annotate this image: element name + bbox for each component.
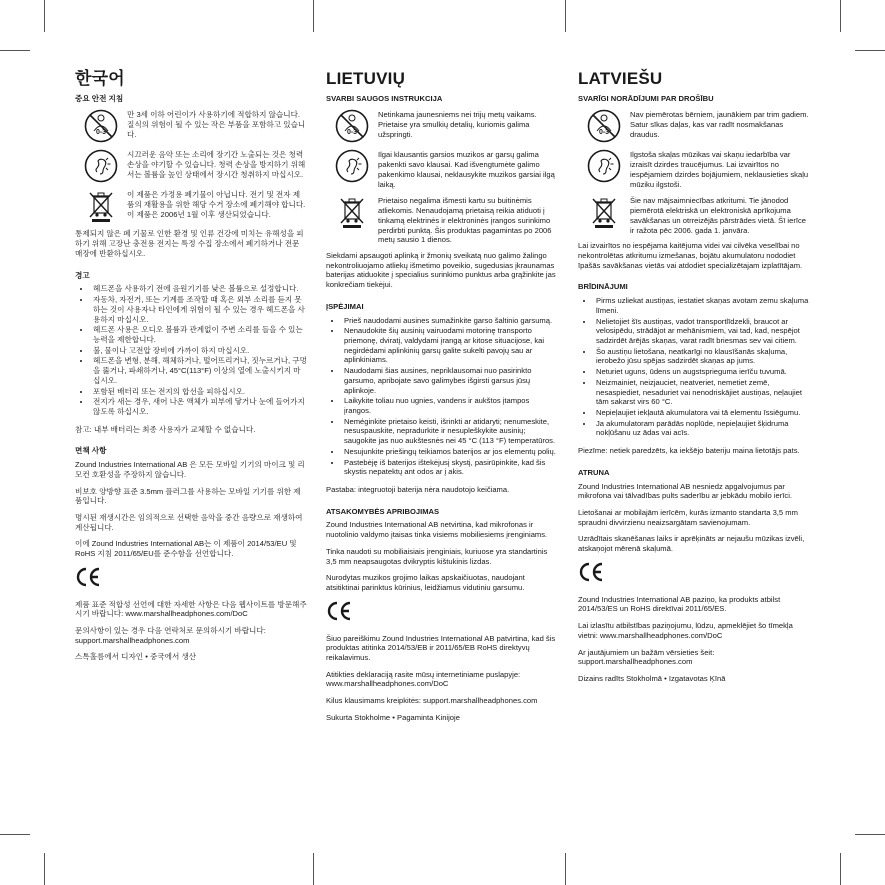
battery-paragraph: Siekdami apsaugoti aplinką ir žmonių sveikatą nuo galimo žalingo nekontroliuojamo atliekų išmetimo poveikio, sugedusias įkraunamas baterijas atiduokite į specialius surinkimo punktus arba grąžinkite jas konkrečiam tiekėjui. bbox=[326, 250, 556, 290]
note-text: Pastaba: integruotoji baterija nėra naudotojo keičiama. bbox=[326, 485, 510, 495]
weee-text: 이 제품은 가정용 폐기물이 아닙니다. 전기 및 전자 제품의 재활용을 위한 해당 수거 장소에 폐기해야 합니다. 이 제품은 2006년 1월 이후 생산되었습니다. bbox=[127, 190, 306, 219]
disclaimer-paragraph: Lietošanai ar mobilajām ierīcēm, kurās izmanto standarta 3,5 mm spraudni divvirzienu neaizsargātam savienojumam. bbox=[578, 508, 798, 527]
list-item: • Nesujunkite priešingų teikiamos baterijos ar jos elementų polių. bbox=[342, 447, 558, 457]
section-subtitle: SVARĪGI NORĀDĪJUMI PAR DROŠĪBU bbox=[578, 93, 714, 103]
hearing-warning-text: Ilgai klausantis garsios muzikos ar garsų galima pakenkti savo klausai. Kad išvengtumėte galimo pakenkimo klausai, neklausykite muzikos garsiai ilgą laiką. bbox=[378, 150, 555, 189]
crop-mark bbox=[855, 834, 885, 835]
warning-heading: 경고 bbox=[75, 270, 90, 280]
list-item: • Neméginkite prietaiso keisti, išrinkti ar atidaryti; nenumeskite, nesuspauskite, nepradurkite ir nesupleškykite ausinių; saugokite jas nuo aukštesnės nei 45 °C (113 °F) temperatūros. bbox=[342, 417, 558, 446]
list-item: • Nenaudokite šių ausinių vairuodami motorinę transporto priemonę, dviratį, valdydami įrangą ar kitose situacijose, kai negirdėdami aplinkinių garsų galite sukelti pavojų sau ar aplinkiniams. bbox=[342, 326, 558, 365]
crop-mark bbox=[565, 0, 566, 32]
list-item: • 헤드폰을 사용하기 전에 음원기기를 낮은 볼륨으로 설정합니다. bbox=[91, 284, 307, 294]
section-subtitle: 중요 안전 지침 bbox=[75, 93, 124, 103]
note-text: Piezīme: netiek paredzēts, ka iekšējo bateriju maina lietotājs pats. bbox=[578, 446, 800, 456]
weee-text: Šie nav mājsaimniecības atkritumi. Tie jānodod piemērotā elektriskā un elektroniskā aprīkojuma savākšanas un otrreizējās pārstrādes vietā. Šī ierīce ir ražota pēc 2006. gada 1. janvāra. bbox=[630, 196, 807, 235]
column-latvian bbox=[578, 68, 810, 691]
crop-mark bbox=[0, 50, 30, 51]
crossed-bin-icon bbox=[326, 195, 378, 229]
support-paragraph: Kilus klausimams kreipkitės: support.marshallheadphones.com bbox=[326, 696, 538, 706]
doc-paragraph: 제품 표준 적합성 선언에 대한 자세한 사항은 다음 웹사이트를 방문해주시기 바랍니다: www.marshallheadphones.com/DoC bbox=[75, 599, 307, 619]
crop-mark bbox=[840, 853, 841, 885]
section-title: LATVIEŠU bbox=[578, 69, 663, 88]
age-warning-row bbox=[75, 109, 307, 143]
hearing-warning-text: 시끄러운 음악 또는 소리에 장기간 노출되는 것은 청력 손상을 야기할 수 있습니다. 청력 손상을 방지하기 위해서는 볼륨을 높인 상태에서 장시간 청취하지 마십시오. bbox=[127, 150, 306, 179]
ce-mark-icon bbox=[75, 567, 307, 590]
warning-heading: BRĪDINĀJUMI bbox=[578, 282, 628, 292]
crop-mark bbox=[565, 853, 566, 885]
disclaimer-paragraph: Zound Industries International AB 은 모든 모바일 기기의 마이크 및 리모컨 호환성을 주장하지 않습니다. bbox=[75, 460, 305, 479]
crossed-bin-icon bbox=[75, 189, 127, 223]
age-warning-row bbox=[326, 109, 558, 143]
list-item: • Neturiet uguns, ūdens un augstsprieguma ierīču tuvumā. bbox=[594, 367, 810, 377]
hearing-damage-icon bbox=[578, 149, 630, 183]
crop-mark bbox=[0, 834, 30, 835]
disclaimer-paragraph: Zound Industries International AB netvirtina, kad mikrofonas ir nuotolinio valdymo įtaisas tinka visiems mobiliesiems įrenginiams. bbox=[326, 520, 548, 540]
footer-text: 스톡홀름에서 디자인 • 중국에서 생산 bbox=[75, 652, 197, 662]
hearing-warning-row bbox=[75, 149, 307, 183]
list-item: • 자동차, 자전거, 또는 기계를 조작할 때 혹은 외부 소리를 듣지 못하는 것이 사용자나 타인에게 위험이 될 수 있는 경우 헤드폰을 사용하지 마십시오. bbox=[91, 295, 307, 324]
crop-mark bbox=[44, 0, 45, 32]
crop-mark bbox=[313, 853, 314, 885]
list-item: • Naudodami šias ausines, nepriklausomai nuo pasirinkto garsumo, apribojate savo galimybes išgirsti garsus jūsų aplinkoje. bbox=[342, 366, 558, 395]
weee-row bbox=[326, 195, 558, 245]
warning-heading: ĮSPĖJIMAI bbox=[326, 301, 364, 311]
hearing-damage-icon bbox=[326, 149, 378, 183]
weee-text: Prietaiso negalima išmesti kartu su buitinėmis atliekomis. Nenaudojamą prietaisą reikia atiduoti į tinkamą elektrinės ir elektroninės įrangos surinkimo perdirbti punktą. Šis produktas pagamintas po 2006 metų sausio 1 dienos. bbox=[378, 196, 552, 245]
hearing-warning-row bbox=[578, 149, 810, 189]
disclaimer-heading: ATSAKOMYBĖS APRIBOJIMAS bbox=[326, 506, 440, 516]
list-item: • 불, 물이나 고전압 장비에 가까이 하지 마십시오. bbox=[91, 346, 307, 356]
list-item: • Šo austiņu lietošana, neatkarīgi no klausīšanās skaļuma, ierobežo jūsu spējas sadzirdēt skaņas ap jums. bbox=[594, 347, 810, 366]
hearing-damage-icon bbox=[75, 149, 127, 183]
list-item: • 헤드폰을 변형, 분해, 해체하거나, 떨어뜨리거나, 짓누르거나, 구멍을 뚫거나, 파쇄하거나, 45°C(113°F) 이상의 열에 노출시키지 마십시오. bbox=[91, 356, 307, 385]
crop-mark bbox=[840, 0, 841, 32]
column-korean bbox=[75, 68, 307, 669]
crop-mark bbox=[855, 50, 885, 51]
weee-row bbox=[578, 195, 810, 235]
list-item: • Ja akumulatoram parādās noplūde, nepieļaujiet šķidruma nokļūšanu uz ādas vai acīs. bbox=[594, 419, 810, 438]
disclaimer-heading: 면책 사항 bbox=[75, 446, 107, 456]
doc-paragraph: Atitikties deklaraciją rasite mūsų internetiniame puslapyje: www.marshallheadphones.com/DoC bbox=[326, 669, 521, 689]
list-item: • Pirms uzliekat austiņas, iestatiet skaņas avotam zemu skaļuma līmeni. bbox=[594, 296, 810, 315]
warning-list bbox=[578, 296, 810, 438]
hearing-warning-row bbox=[326, 149, 558, 189]
list-item: • Prieš naudodami ausines sumažinkite garso šaltinio garsumą. bbox=[342, 316, 558, 326]
support-paragraph: Ar jautājumiem un bažām vērsieties šeit: support.marshallheadphones.com bbox=[578, 647, 715, 667]
section-title: 한국어 bbox=[75, 69, 125, 88]
crop-mark bbox=[44, 853, 45, 885]
age-warning-text: Nav piemērotas bērniem, jaunākiem par trim gadiem. Satur sīkas daļas, kas var radīt nosmakšanas draudus. bbox=[630, 110, 809, 139]
warning-list bbox=[326, 316, 558, 478]
list-item: • Pastebėję iš baterijos ištekėjusį skystį, pasirūpinkite, kad šis skystis nepatektų ant odos ar į akis. bbox=[342, 458, 558, 477]
list-item: • 전지가 새는 경우, 새어 나온 액체가 피부에 닿거나 눈에 들어가지 않도록 하십시오. bbox=[91, 397, 307, 416]
age-mark-text: 0-3 bbox=[598, 129, 610, 137]
disclaimer-heading: ATRUNA bbox=[578, 467, 610, 477]
section-title: LIETUVIŲ bbox=[326, 69, 406, 88]
compliance-paragraph: Šiuo pareiškimu Zound Industries International AB patvirtina, kad šis produktas atitinka 2014/53/EB ir 2011/65/EB RoHS direktyvų reikalavimus. bbox=[326, 633, 556, 662]
column-lithuanian bbox=[326, 68, 558, 730]
section-subtitle: SVARBI SAUGOS INSTRUKCIJA bbox=[326, 93, 443, 103]
compliance-paragraph: 이에 Zound Industries International AB는 이 제품이 2014/53/EU 및 RoHS 지침 2011/65/EU를 준수함을 선언합니다. bbox=[75, 539, 297, 559]
disclaimer-paragraph: 명시된 재생시간은 임의적으로 선택한 음악을 중간 음량으로 재생하여 계산됩니다. bbox=[75, 513, 303, 532]
battery-paragraph: Lai izvairītos no iespējama kaitējuma videi vai cilvēka veselībai no nekontrolētas atkritumu izmešanas, bojātu akumulatoru nododiet īpašās savākšanas vietās vai atdodiet specializētajam izplatītājam. bbox=[578, 241, 803, 270]
age-0-3-warning-icon bbox=[75, 109, 127, 143]
crop-mark bbox=[313, 0, 314, 32]
compliance-paragraph: Zound Industries International AB paziņo, ka produkts atbilst 2014/53/ES un RoHS direktīvai 2011/65/ES. bbox=[578, 594, 781, 614]
disclaimer-paragraph: Tinka naudoti su mobiliaisiais įrenginiais, kuriuose yra standartinis 3,5 mm neapsaugotas dvikryptis kištukinis lizdas. bbox=[326, 546, 548, 566]
list-item: • Neizmainiet, neizjauciet, neatveriet, nemetiet zemē, nesaspiediet, nesaduriet vai nenodriskājiet austiņas, neļaujiet tām sakarst virs 60 °C. bbox=[594, 378, 810, 407]
age-mark-text: 0-3 bbox=[95, 129, 107, 137]
weee-row bbox=[75, 189, 307, 223]
list-item: • Laikykite toliau nuo ugnies, vandens ir aukštos įtampos įrangos. bbox=[342, 396, 558, 415]
disclaimer-paragraph: Uzrādītais skanēšanas laiks ir aprēķināts ar nejaušu mūzikas izvēli, atskaņojot mērenā skaļumā. bbox=[578, 534, 805, 554]
age-warning-row bbox=[578, 109, 810, 143]
list-item: • Nepieļaujiet iekļautā akumulatora vai tā elementu īssiēgumu. bbox=[594, 408, 810, 418]
doc-paragraph: Lai izlasītu atbilstības paziņojumu, lūdzu, apmeklējiet šo tīmekļa vietni: www.marshallheadphones.com/DoC bbox=[578, 621, 793, 640]
age-warning-text: 만 3세 이하 어린이가 사용하기에 적합하지 않습니다. 질식의 위험이 될 수 있는 작은 부품을 포함하고 있습니다. bbox=[127, 110, 306, 139]
ce-mark-icon bbox=[578, 562, 810, 585]
age-mark-text: 0-3 bbox=[346, 129, 358, 137]
list-item: • 헤드폰 사용은 오디오 볼륨과 관계없이 주변 소리를 들을 수 있는 능력을 제한합니다. bbox=[91, 325, 307, 344]
disclaimer-paragraph: Nurodytas muzikos grojimo laikas apskaičiuotas, naudojant atsitiktinai parinktus kūrinius, leidžiamus vidutiniu garsumu. bbox=[326, 573, 525, 593]
note-text: 참고: 내부 배터리는 최종 사용자가 교체할 수 없습니다. bbox=[75, 424, 256, 434]
crossed-bin-icon bbox=[578, 195, 630, 229]
list-item: • 포함된 배터리 또는 전지의 합선을 피하십시오. bbox=[91, 387, 307, 397]
age-warning-text: Netinkama jaunesniems nei trijų metų vaikams. Prietaise yra smulkių detalių, kuriomis galima užspringti. bbox=[378, 110, 537, 139]
footer-text: Dizains radīts Stokholmā • Izgatavotas Ķīnā bbox=[578, 673, 726, 683]
disclaimer-paragraph: 비보호 양방향 표준 3.5mm 플러그를 사용하는 모바일 기기를 위한 제품입니다. bbox=[75, 486, 301, 506]
age-0-3-warning-icon bbox=[326, 109, 378, 143]
hearing-warning-text: Ilgstoša skaļas mūzikas vai skaņu iedarbība var izraisīt dzirdes traucējumus. Lai izvairītos no iespējamiem dzirdes bojājumiem, neklausieties skaļu mūziku ilgstoši. bbox=[630, 150, 809, 189]
age-0-3-warning-icon bbox=[578, 109, 630, 143]
ce-mark-icon bbox=[326, 601, 558, 624]
disclaimer-paragraph: Zound Industries International AB nesniedz apgalvojumus par mikrofona vai tālvadības pults saderību ar jebkādu mobilo ierīci. bbox=[578, 481, 793, 501]
list-item: • Nelietojiet šīs austiņas, vadot transportlīdzekli, braucot ar velosipēdu, strādājot ar mehānismiem, vai tad, kad, nespējot sadzirdēt ārējās skaņas, varat radīt briesmas sev vai citiem. bbox=[594, 317, 810, 346]
battery-paragraph: 통제되지 않은 폐 기물로 인한 환경 및 인류 건강에 미치는 유해성을 피하기 위해 고장난 충전용 전지는 특정 수집 장소에서 폐기하거나 전문 매장에 반환하십시오. bbox=[75, 229, 304, 258]
footer-text: Sukurta Stokholme • Pagaminta Kinijoje bbox=[326, 712, 460, 722]
support-paragraph: 문의사항이 있는 경우 다음 연락처로 문의하시기 바랍니다: support.marshallheadphones.com bbox=[75, 626, 266, 645]
warning-list bbox=[75, 284, 307, 416]
